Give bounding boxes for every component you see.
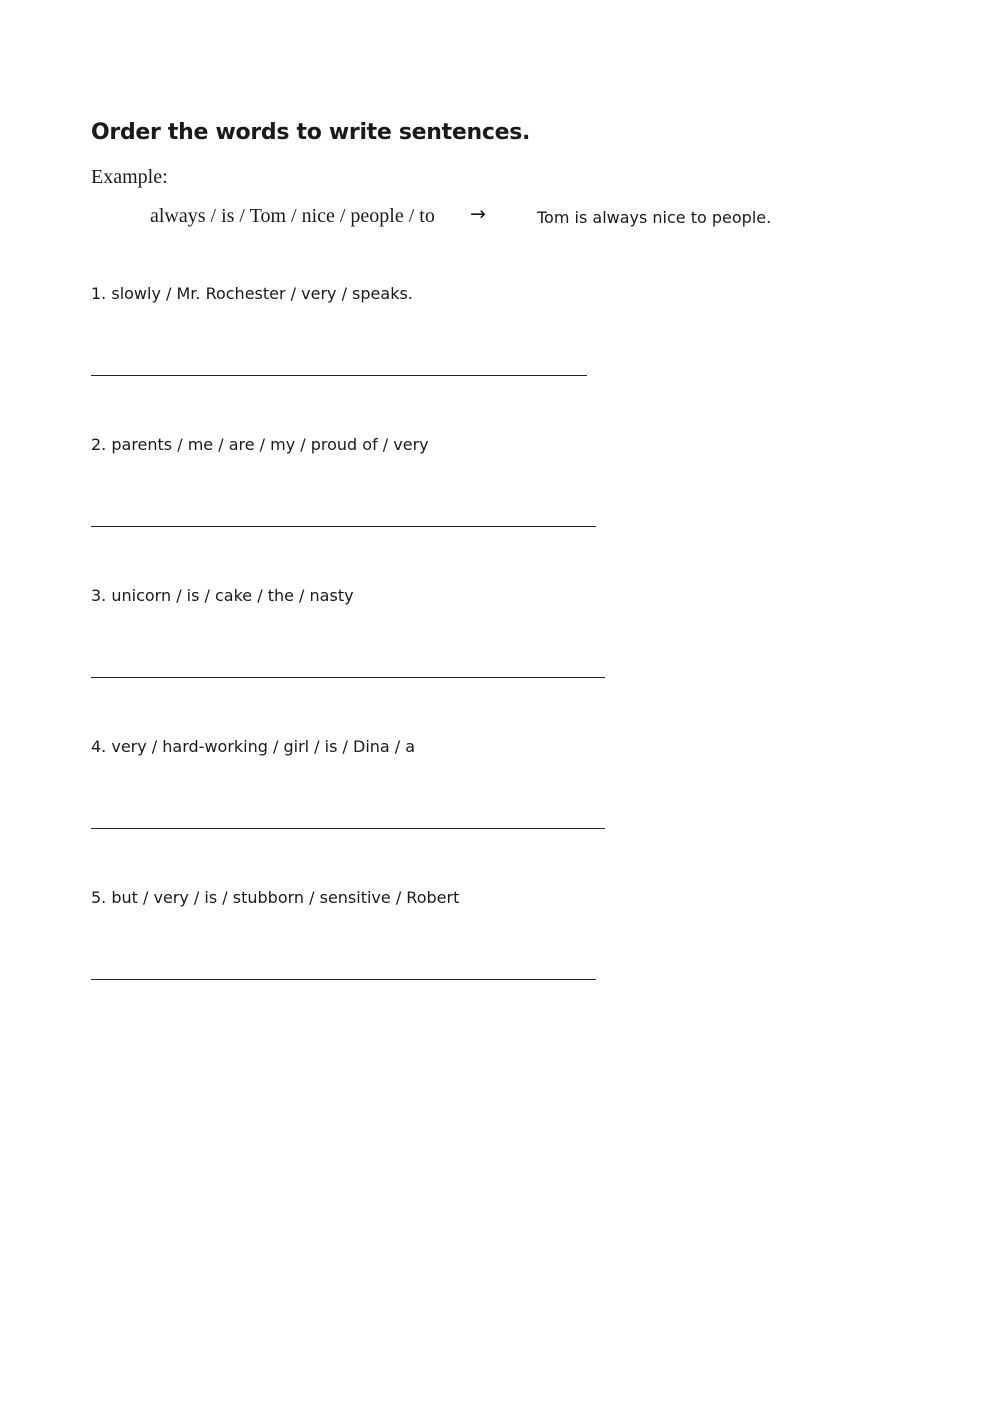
exercise-prompt-4: 4. very / hard-working / girl / is / Dina / a [91,737,416,756]
exercise-prompt-1: 1. slowly / Mr. Rochester / very / speaks. [91,284,413,303]
example-answer: Tom is always nice to people. [537,208,772,227]
exercise-prompt-3: 3. unicorn / is / cake / the / nasty [91,586,354,605]
example-label: Example: [91,166,168,188]
answer-line-2[interactable] [91,526,596,527]
answer-line-5[interactable] [91,979,596,980]
answer-line-4[interactable] [91,828,605,829]
answer-line-3[interactable] [91,677,605,678]
worksheet-title: Order the words to write sentences. [91,120,531,145]
exercise-prompt-2: 2. parents / me / are / my / proud of / very [91,435,429,454]
answer-line-1[interactable] [91,375,587,376]
exercise-prompt-5: 5. but / very / is / stubborn / sensitive / Robert [91,888,460,907]
example-words: always / is / Tom / nice / people / to [150,205,435,227]
right-arrow-icon: → [470,203,486,225]
